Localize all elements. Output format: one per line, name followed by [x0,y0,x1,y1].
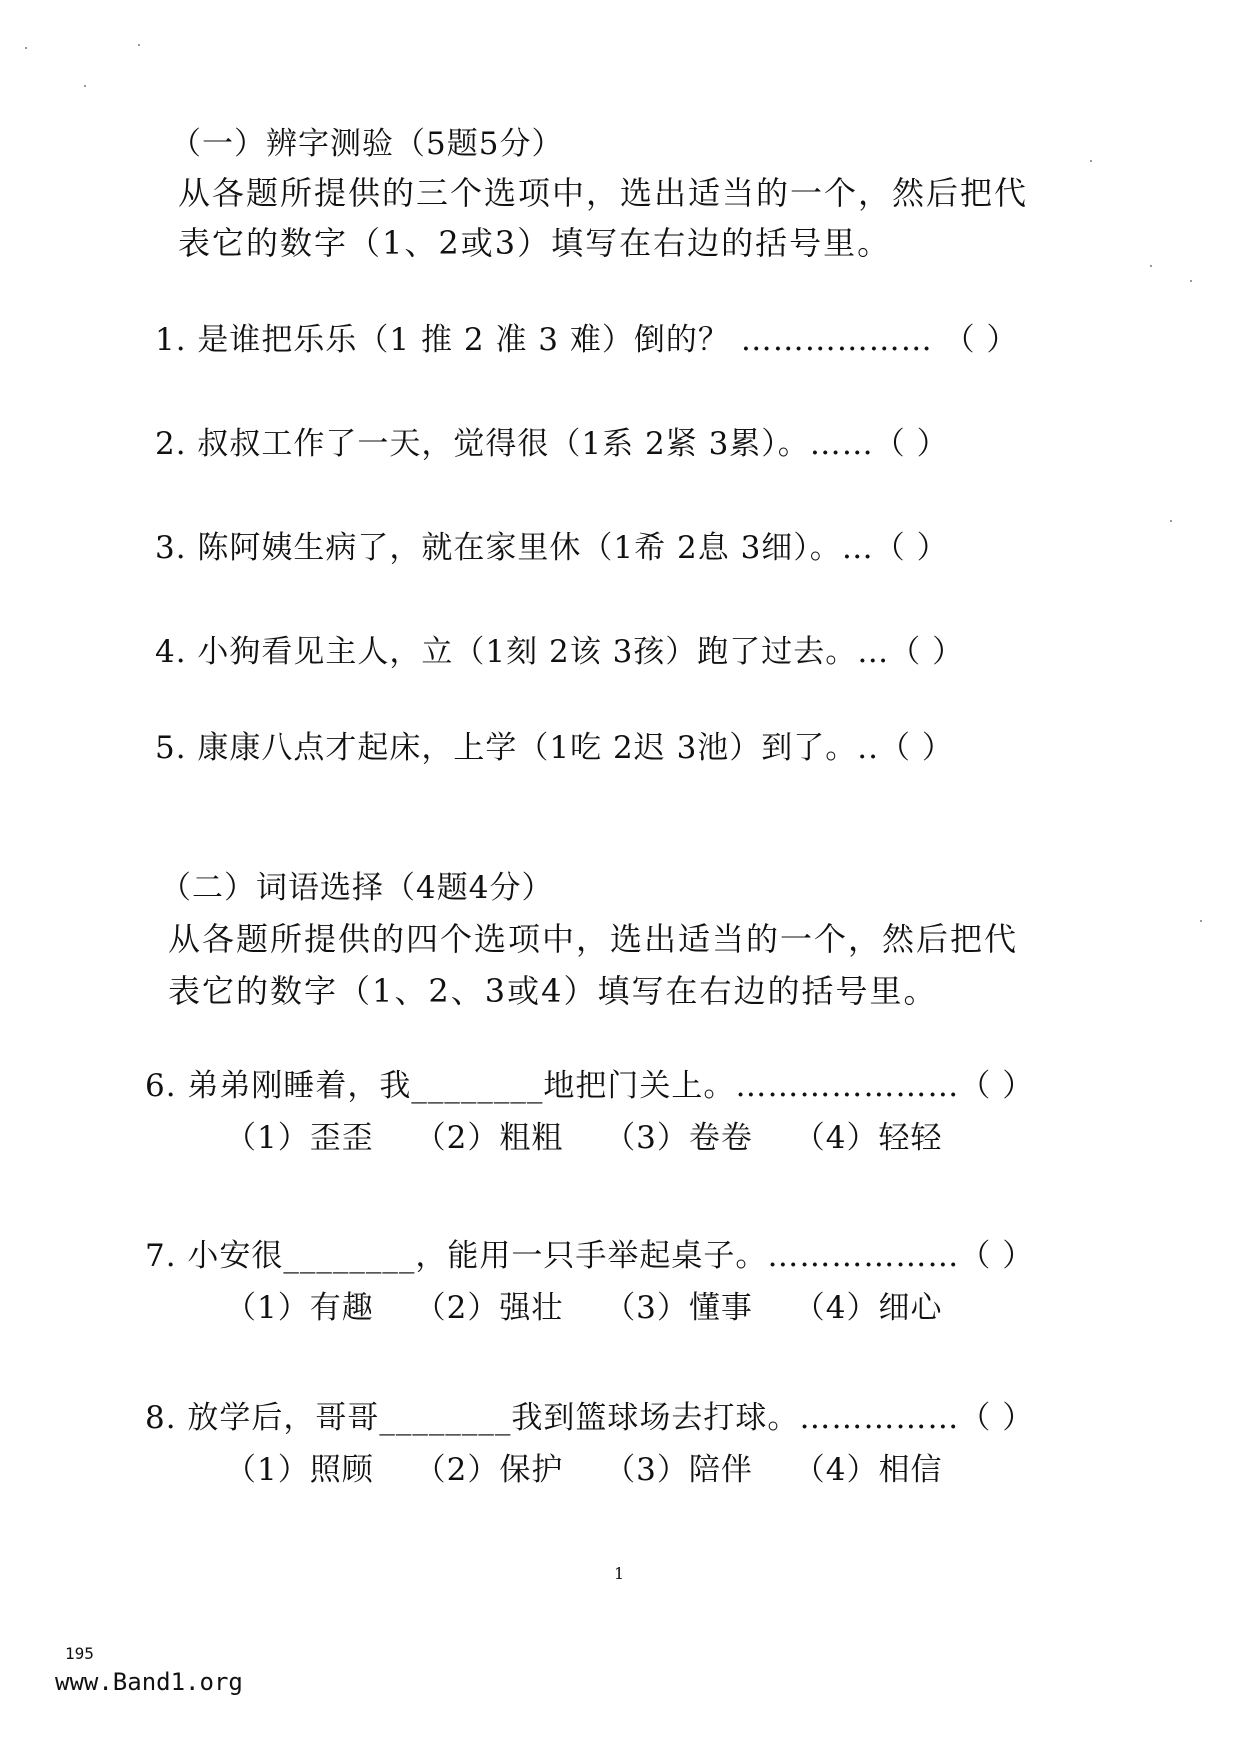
option-4: （4）轻轻 [793,1120,943,1156]
option-1: （1）照顾 [225,1452,374,1488]
question-7-options [225,1282,973,1327]
question-6: 6. 弟弟刚睡着，我________地把门关上。…………………（ ） [145,1068,1035,1104]
question-4: 4. 小狗看见主人，立（1刻 2该 3孩）跑了过去。…（ ） [155,634,965,670]
option-1: （1）有趣 [225,1290,374,1326]
scan-speck [84,85,86,87]
question-3: 3. 陈阿姨生病了，就在家里休（1希 2息 3细）。…（ ） [155,530,949,566]
section1-instruction-line2: 表它的数字（1、2或3）填写在右边的括号里。 [178,224,892,262]
scan-speck [1190,280,1192,282]
option-1: （1）歪歪 [225,1120,374,1156]
option-3: （3）懂事 [604,1290,753,1326]
option-2: （2）强壮 [414,1290,564,1326]
question-6-options [225,1112,973,1157]
page-number: 1 [614,1564,625,1583]
option-3: （3）卷卷 [604,1120,753,1156]
question-8-options [225,1444,973,1489]
scan-speck [1090,160,1092,162]
section2-title: （二）词语选择（4题4分） [160,870,554,906]
source-number: 195 [65,1644,94,1663]
scan-speck [1200,920,1202,922]
scan-speck [25,47,27,49]
option-2: （2）保护 [414,1452,564,1488]
question-2: 2. 叔叔工作了一天，觉得很（1系 2紧 3累）。……（ ） [155,426,949,462]
section2-instruction-line1: 从各题所提供的四个选项中，选出适当的一个，然后把代 [168,920,1019,958]
option-4: （4）相信 [793,1452,943,1488]
option-4: （4）细心 [793,1290,943,1326]
question-5: 5. 康康八点才起床，上学（1吃 2迟 3池）到了。..（ ） [155,730,954,766]
section2-instruction-line2: 表它的数字（1、2、3或4）填写在右边的括号里。 [168,972,938,1010]
section1-instruction-line1: 从各题所提供的三个选项中，选出适当的一个，然后把代 [178,174,1029,212]
scan-speck [1150,265,1152,267]
section1-title: （一）辨字测验（5题5分） [170,126,564,162]
question-1: 1. 是谁把乐乐（1 推 2 准 3 难）倒的？ ……………… （ ） [155,322,1019,358]
source-url[interactable]: www.Band1.org [55,1668,243,1696]
question-7: 7. 小安很________，能用一只手举起桌子。………………（ ） [145,1238,1035,1274]
scan-speck [1170,520,1172,522]
scan-speck [138,44,140,46]
option-2: （2）粗粗 [414,1120,564,1156]
question-8: 8. 放学后，哥哥________我到篮球场去打球。……………（ ） [145,1400,1035,1436]
option-3: （3）陪伴 [604,1452,753,1488]
